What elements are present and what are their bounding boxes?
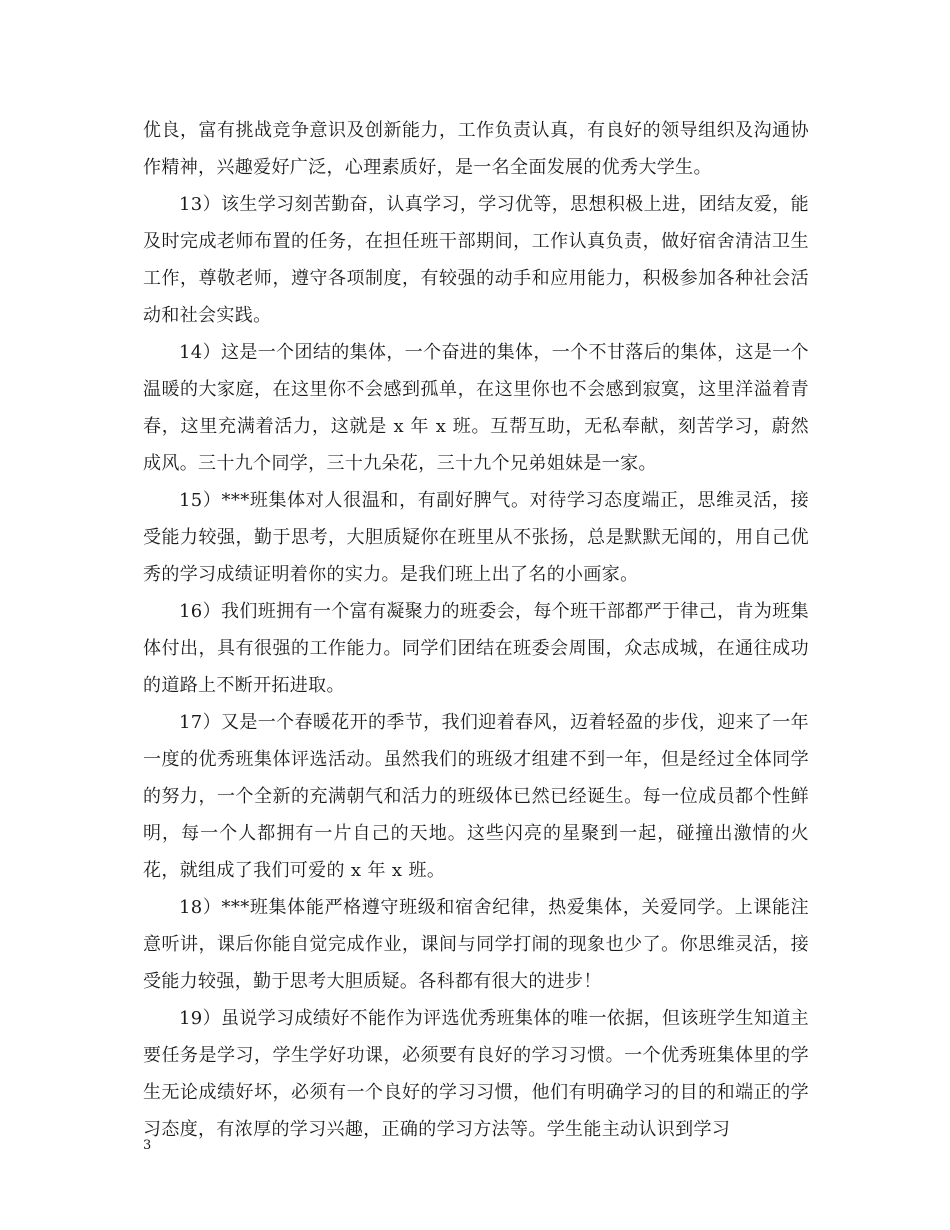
document-body <box>143 112 809 1148</box>
paragraph-item-14: 14）这是一个团结的集体，一个奋进的集体，一个不甘落后的集体，这是一个温暖的大家庭，在这里你不会感到孤单，在这里你也不会感到寂寞，这里洋溢着青春，这里充满着活力，这就是 x 年 x 班。互帮互助，无私奉献，刻苦学习，蔚然成风。三十九个同学，三十九朵花，三十九个兄弟姐妹是一家。 <box>143 342 809 474</box>
paragraph-item-18: 18）***班集体能严格遵守班级和宿舍纪律，热爱集体，关爱同学。上课能注意听讲，课后你能自觉完成作业，课间与同学打闹的现象也少了。你思维灵活，接受能力较强，勤于思考大胆质疑。各科都有很大的进步！ <box>143 897 809 992</box>
paragraph-item-13: 13）该生学习刻苦勤奋，认真学习，学习优等，思想积极上进，团结友爱，能及时完成老师布置的任务，在担任班干部期间，工作认真负责，做好宿舍清洁卫生工作，尊敬老师，遵守各项制度，有较强的动手和应用能力，积极参加各种社会活动和社会实践。 <box>143 194 809 326</box>
paragraph-item-17: 17）又是一个春暖花开的季节，我们迎着春风，迈着轻盈的步伐，迎来了一年一度的优秀班集体评选活动。虽然我们的班级才组建不到一年，但是经过全体同学的努力，一个全新的充满朝气和活力的班级体已然已经诞生。每一位成员都个性鲜明，每一个人都拥有一片自己的天地。这些闪亮的星聚到一起，碰撞出激情的火花，就组成了我们可爱的 x 年 x 班。 <box>143 712 809 881</box>
paragraph-item-19: 19）虽说学习成绩好不能作为评选优秀班集体的唯一依据，但该班学生知道主要任务是学习，学生学好功课，必须要有良好的学习习惯。一个优秀班集体里的学生无论成绩好坏，必须有一个良好的学习习惯，他们有明确学习的目的和端正的学习态度，有浓厚的学习兴趣，正确的学习方法等。学生能主动认识到学习 <box>143 1008 809 1140</box>
paragraph-item-15: 15）***班集体对人很温和，有副好脾气。对待学习态度端正，思维灵活，接受能力较强，勤于思考，大胆质疑你在班里从不张扬，总是默默无闻的，用自己优秀的学习成绩证明着你的实力。是我们班上出了名的小画家。 <box>143 490 809 585</box>
paragraph-continuation: 优良，富有挑战竞争意识及创新能力，工作负责认真，有良好的领导组织及沟通协作精神，兴趣爱好广泛，心理素质好，是一名全面发展的优秀大学生。 <box>143 120 809 178</box>
paragraph-item-16: 16）我们班拥有一个富有凝聚力的班委会，每个班干部都严于律己，肯为班集体付出，具有很强的工作能力。同学们团结在班委会周围，众志成城，在通往成功的道路上不断开拓进取。 <box>143 601 809 696</box>
page-number: 3 <box>143 1138 152 1153</box>
